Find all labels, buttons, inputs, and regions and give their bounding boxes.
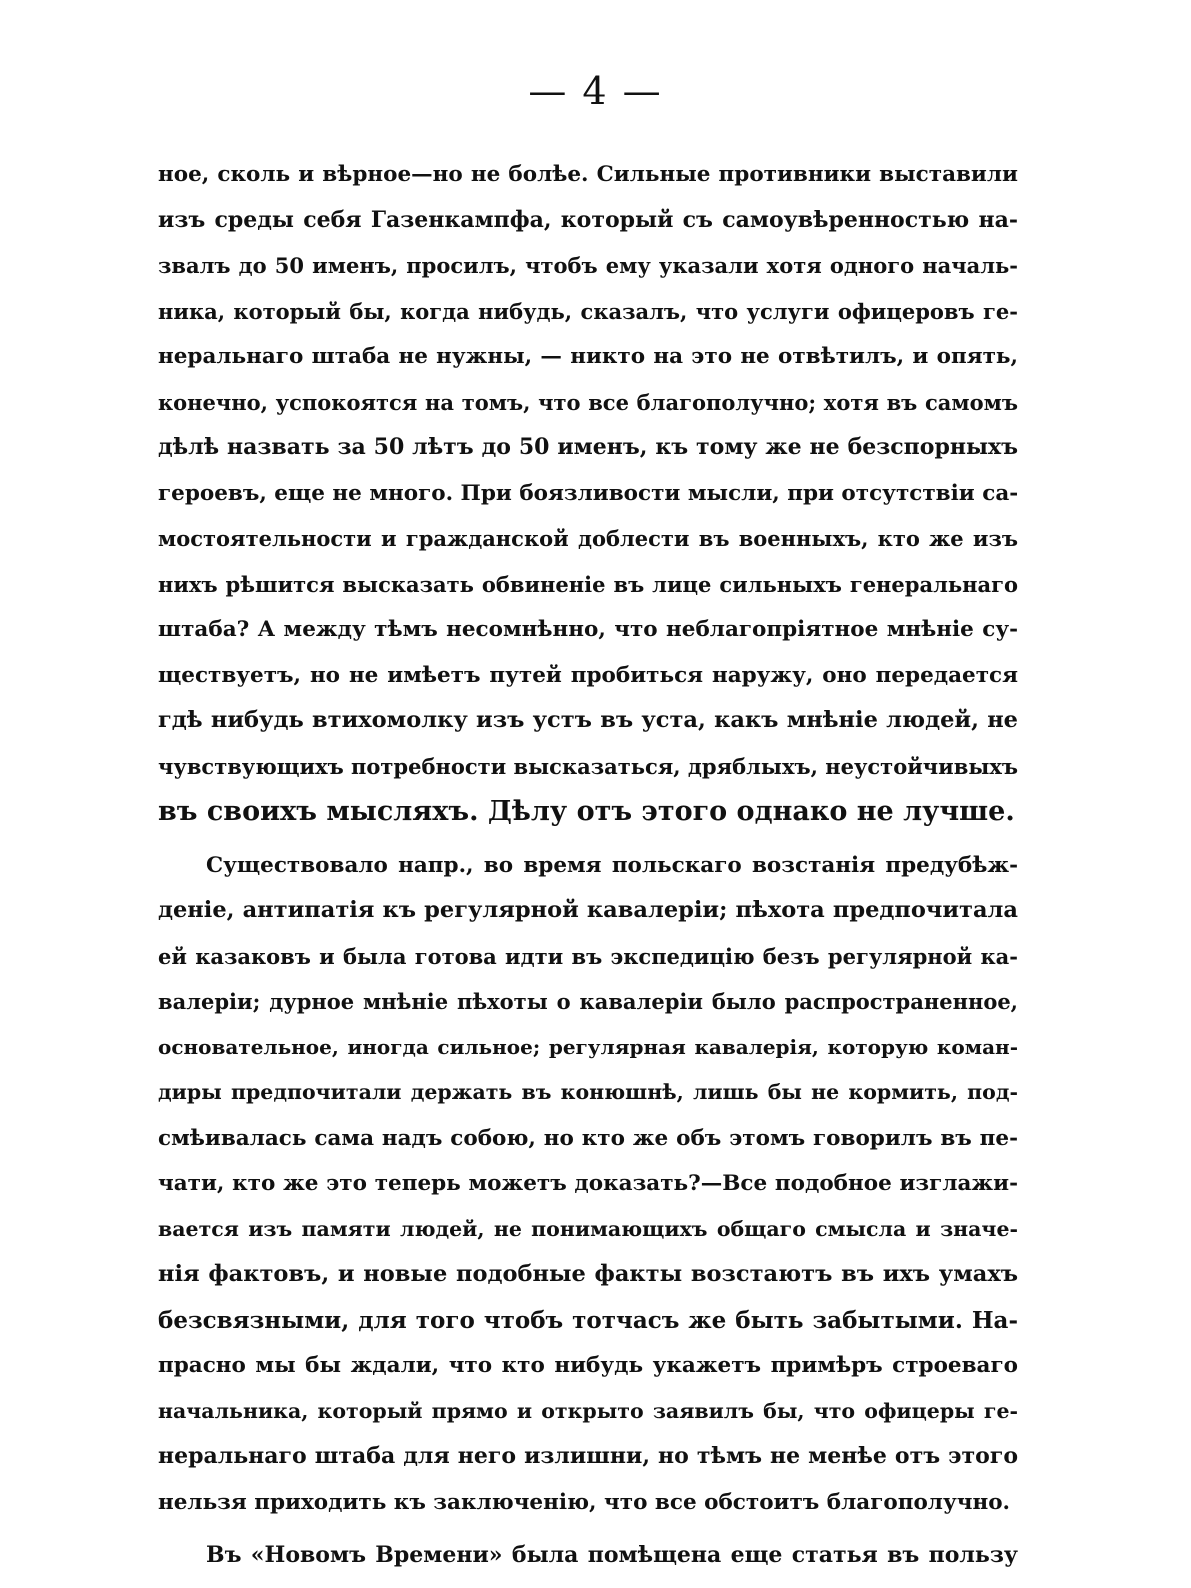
text-line: деніе, антипатія къ регулярной кавалеріи; пѣхота предпочитала [158,897,1018,923]
text-line: ное, сколь и вѣрное—но не болѣе. Сильные противники выставили [158,162,1018,187]
text-line: смѣивалась сама надъ собою, но кто же объ этомъ говорилъ въ пе- [158,1125,1018,1151]
text-line: въ своихъ мысляхъ. Дѣлу отъ этого однако не лучше. [158,796,1015,827]
text-line: мостоятельности и гражданской доблести въ военныхъ, кто же изъ [158,526,1018,551]
paragraph-3 [158,1533,1018,1579]
text-line: звалъ до 50 именъ, просилъ, чтобъ ему указали хотя одного началь- [158,253,1018,278]
text-line: штаба? А между тѣмъ несомнѣнно, что неблагопріятное мнѣніе су- [158,617,1018,642]
text-line: изъ среды себя Газенкампфа, который съ самоувѣренностью на- [158,206,1018,233]
text-line: основательное, иногда сильное; регулярная кавалерія, которую коман- [158,1034,1018,1059]
text-line: дѣлѣ назвать за 50 лѣтъ до 50 именъ, къ тому же не безспорныхъ [158,434,1018,460]
text-line: гдѣ нибудь втихомолку изъ устъ въ уста, какъ мнѣніе людей, не [158,707,1018,733]
text-line: валеріи; дурное мнѣніе пѣхоты о кавалеріи было распространенное, [158,989,1018,1014]
text-line: начальника, который прямо и открыто заявилъ бы, что офицеры ге- [158,1398,1018,1423]
text-line: нельзя приходить къ заключенію, что все обстоитъ благополучно. [158,1489,1011,1515]
text-line: неральнаго штаба не нужны, — никто на это не отвѣтилъ, и опять, [158,344,1018,369]
text-line: вается изъ памяти людей, не понимающихъ общаго смысла и значе- [158,1216,1018,1241]
text-line: ей казаковъ и была готова идти въ экспедицію безъ регулярной ка- [158,943,1018,969]
text-line: Существовало напр., во время польскаго возстанія предубѣж- [206,852,1018,878]
paragraph-1 [158,152,1018,835]
text-line: неральнаго штаба для него излишни, но тѣмъ не менѣе отъ этого [158,1443,1018,1469]
text-line: нія фактовъ, и новые подобные факты возстаютъ въ ихъ умахъ [158,1261,1018,1287]
body-text [158,152,1018,1579]
text-line: чувствующихъ потребности высказаться, дряблыхъ, неустойчивыхъ [158,753,1018,779]
text-line: безсвязными, для того чтобъ тотчасъ же быть забытыми. На- [158,1306,1018,1334]
text-line: прасно мы бы ждали, что кто нибудь укажетъ примѣръ строеваго [158,1353,1018,1378]
text-line: Въ «Новомъ Времени» была помѣщена еще статья въ пользу [206,1542,1018,1568]
page-number: — 4 — [528,69,663,113]
text-line: конечно, успокоятся на томъ, что все благополучно; хотя въ самомъ [158,389,1018,415]
text-line: нихъ рѣшится высказать обвиненіе въ лице сильныхъ генеральнаго [158,571,1018,597]
text-line: ществуетъ, но не имѣетъ путей пробиться наружу, оно передается [158,662,1018,688]
paragraph-2 [158,843,1018,1526]
text-line: диры предпочитали держать въ конюшнѣ, лишь бы не кормить, под- [158,1080,1018,1104]
text-line: ника, который бы, когда нибудь, сказалъ, что услуги офицеровъ ге- [158,298,1018,324]
text-line: чати, кто же это теперь можетъ доказать?—Все подобное изглажи- [158,1171,1018,1196]
text-line: героевъ, еще не много. При боязливости мысли, при отсутствіи са- [158,480,1018,506]
